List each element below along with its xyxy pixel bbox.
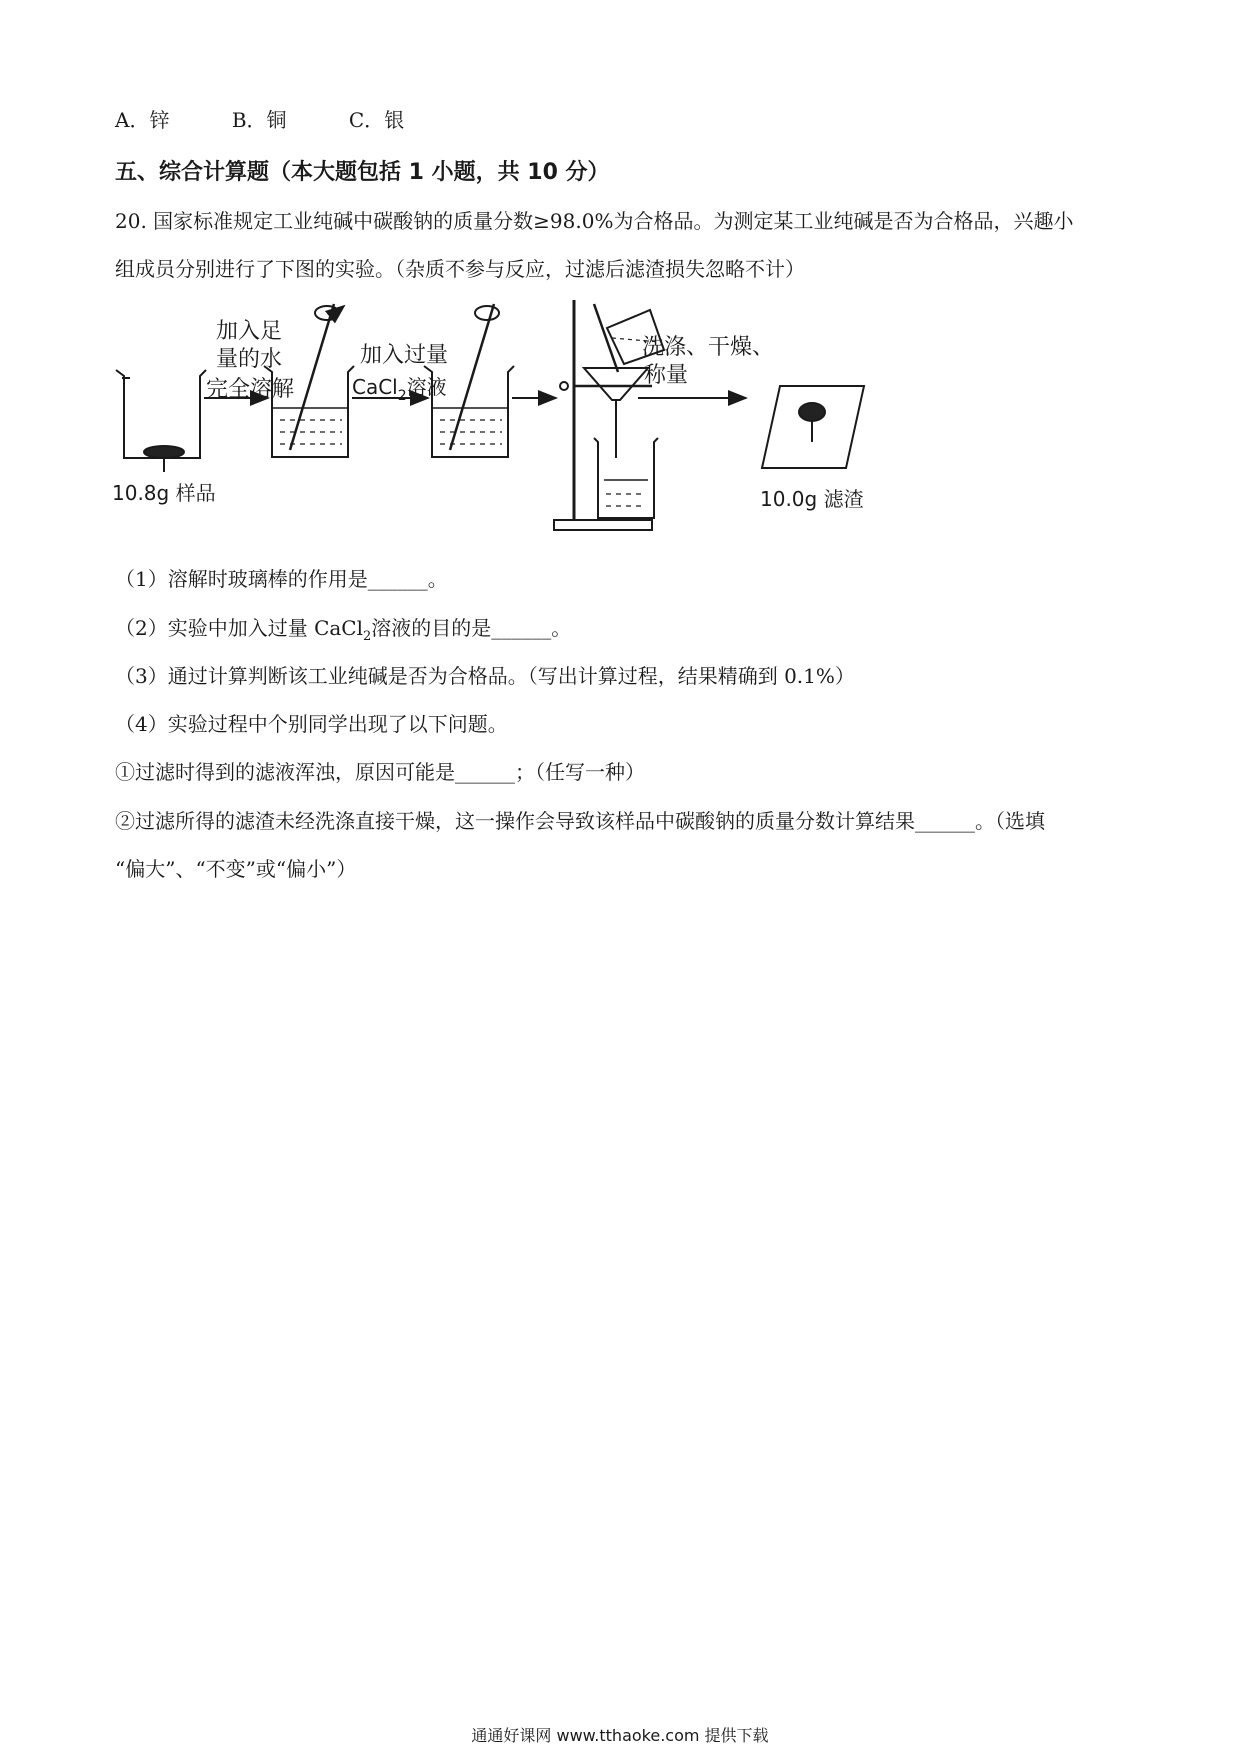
page-footer: 通通好课网 www.tthaoke.com 提供下载 xyxy=(471,1726,769,1745)
sub-question-3: （3）通过计算判断该工业纯碱是否为合格品。（写出计算过程，结果精确到 0.1%） xyxy=(115,664,855,688)
option-a: A．锌 xyxy=(115,108,170,132)
sub-question-4b-line2: “偏大”、“不变”或“偏小”） xyxy=(115,857,357,881)
beaker-sample xyxy=(116,370,206,458)
sub-question-4a: ①过滤时得到的滤液浑浊，原因可能是______；（任写一种） xyxy=(115,760,645,784)
question-number: 20. xyxy=(115,209,147,233)
experiment-diagram xyxy=(112,300,962,540)
question-line-2: 组成员分别进行了下图的实验。（杂质不参与反应，过滤后滤渣损失忽略不计） xyxy=(115,257,805,281)
step1-line3: 完全溶解 xyxy=(206,377,295,402)
option-b: B．铜 xyxy=(231,108,287,132)
answer-options xyxy=(115,104,460,133)
question-line-1 xyxy=(115,205,1073,234)
option-c: C．银 xyxy=(348,108,405,132)
sub-question-2: （2）实验中加入过量 CaCl$_2$溶液的目的是______。 xyxy=(115,616,572,644)
sub-question-1: （1）溶解时玻璃棒的作用是______。 xyxy=(115,567,448,591)
glass-rod-2 xyxy=(450,304,494,450)
step2-line1: 加入过量 xyxy=(360,343,449,368)
answer-blank[interactable]: ______ xyxy=(915,809,975,833)
step2-line2: CaCl$_2$溶液 xyxy=(352,375,447,404)
sub-question-4: （4）实验过程中个别同学出现了以下问题。 xyxy=(115,712,508,736)
residue-label: 10.0g 滤渣 xyxy=(760,487,864,511)
step3-line2: 称量 xyxy=(644,363,689,388)
answer-blank[interactable]: ______ xyxy=(455,760,515,784)
step1-line2: 量的水 xyxy=(216,347,283,372)
residue-solid xyxy=(799,403,825,421)
glass-rod-1 xyxy=(290,304,334,450)
section-heading: 五、综合计算题（本大题包括 1 小题，共 10 分） xyxy=(115,160,610,185)
answer-blank[interactable]: ______ xyxy=(367,567,428,591)
sub-question-4b: ②过滤所得的滤渣未经洗涤直接干燥，这一操作会导致该样品中碳酸钠的质量分数计算结果______。（选填 xyxy=(115,809,1045,833)
step3-line1: 洗涤、干燥、 xyxy=(642,335,775,360)
answer-blank[interactable]: ______ xyxy=(491,616,552,640)
question-text-1: 国家标准规定工业纯碱中碳酸钠的质量分数≥98.0%为合格品。为测定某工业纯碱是否为合格品，兴趣小 xyxy=(153,209,1074,233)
step1-line1: 加入足 xyxy=(216,319,283,344)
sample-label: 10.8g 样品 xyxy=(112,481,216,505)
